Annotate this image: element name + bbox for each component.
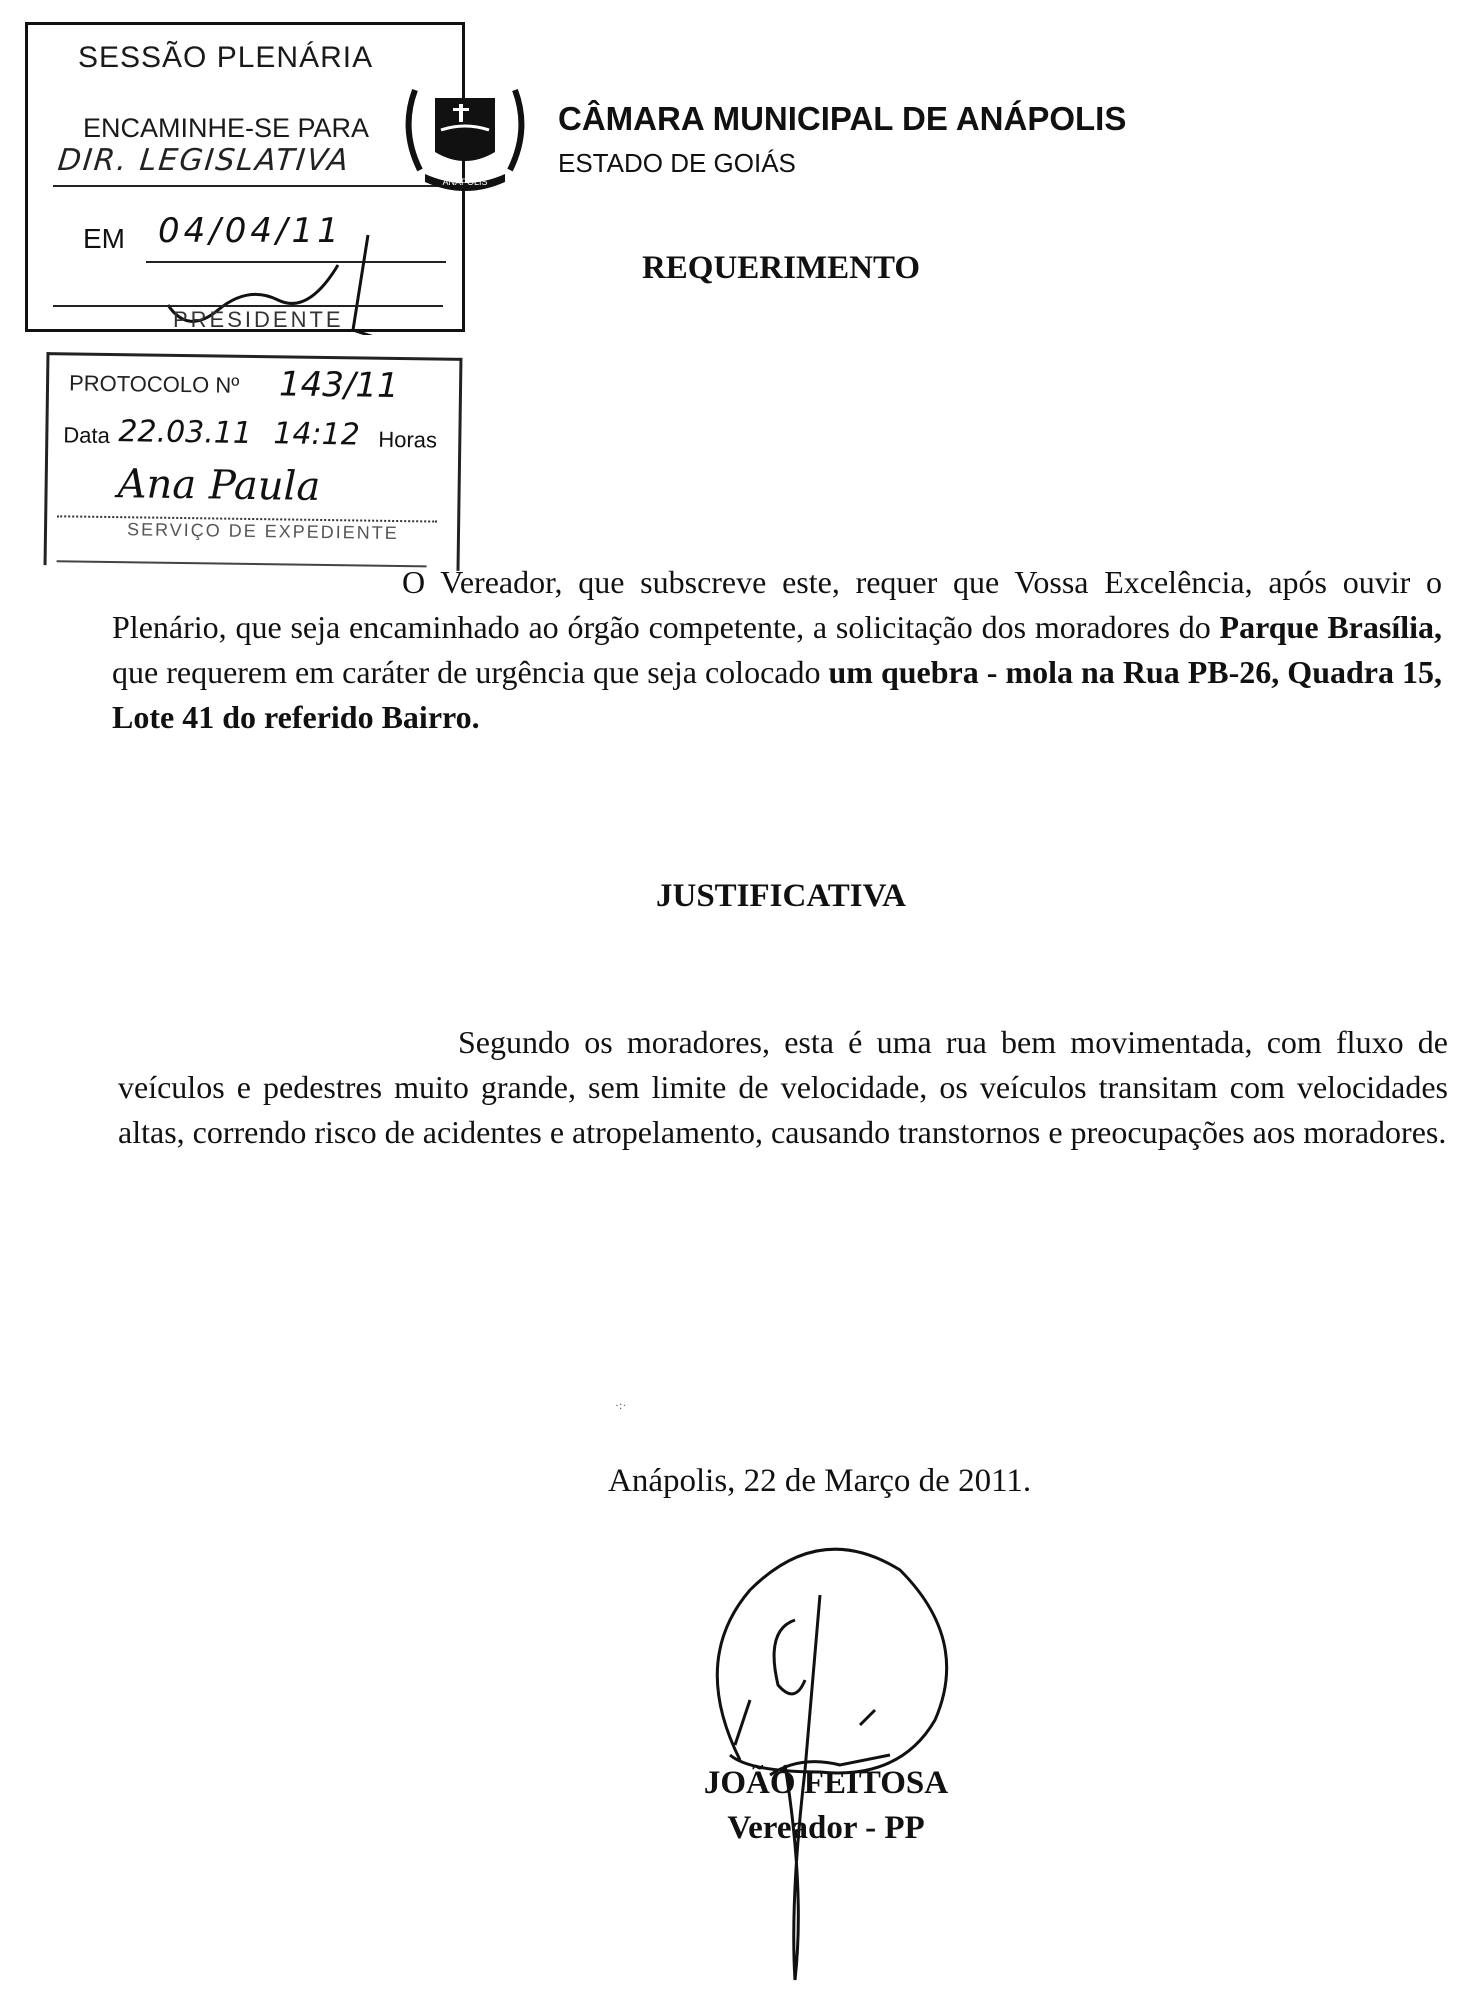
forward-destination-handwritten: DIR. LEGISLATIVA (56, 143, 352, 178)
signer-role: Vereador - PP (727, 1810, 925, 1846)
protocol-stamp (44, 352, 463, 571)
state-name: ESTADO DE GOIÁS (558, 148, 796, 178)
councilor-signature (670, 1510, 980, 1990)
justification-paragraph (118, 1020, 1448, 1155)
president-label: PRESIDENTE (173, 307, 344, 332)
signer-name: JOÃO FEITOSA (703, 1765, 949, 1801)
request-text: O Vereador, que subscreve este, requer que Vossa Excelência, após ouvir o Plenário, que seja encaminhado ao órgão competente, a solicitação dos moradores do (112, 564, 1442, 645)
scan-speck: ·:· (615, 1398, 627, 1412)
protocol-time-label: Horas (378, 426, 438, 453)
date-label: EM (83, 223, 125, 254)
justification-text: Segundo os moradores, esta é uma rua bem movimentada, com fluxo de veículos e pedestres muito grande, sem limite de velocidade, os veículos transitam com velocidades altas, correndo risco de acidentes e atropelamento, causando transtornos e preocupações aos moradores. (118, 1024, 1448, 1150)
institution-name: CÂMARA MUNICIPAL DE ANÁPOLIS (558, 100, 1127, 137)
service-label: SERVIÇO DE EXPEDIENTE (126, 519, 399, 544)
request-text: que requerem em caráter de urgência que seja colocado (112, 654, 829, 690)
protocol-date-handwritten: 22.03.11 (118, 414, 253, 451)
stamp-rule (53, 185, 443, 187)
protocol-number-handwritten: 143/11 (278, 364, 399, 407)
forward-label: ENCAMINHE-SE PARA (83, 113, 370, 143)
coat-of-arms-icon (395, 70, 535, 200)
protocol-date-label: Data (63, 422, 111, 448)
document-title-text: REQUERIMENTO (641, 250, 921, 286)
emblem-motto: ANÁPOLIS (442, 177, 488, 187)
clerk-signature: Ana Paula (117, 461, 321, 510)
dateline: Anápolis, 22 de Março de 2011. (608, 1463, 1032, 1499)
stamp-title: SESSÃO PLENÁRIA (78, 41, 374, 74)
neighborhood-name: Parque Brasília, (1219, 609, 1443, 645)
document-title (0, 250, 1472, 287)
request-paragraph (112, 560, 1442, 740)
justification-title: JUSTIFICATIVA (655, 878, 906, 914)
request-location: um quebra - mola na Rua PB-26, Quadra 15, Lote 41 do referido Bairro. (112, 654, 1443, 735)
protocol-label: PROTOCOLO Nº (68, 370, 240, 398)
date-handwritten: 04/04/11 (158, 211, 343, 251)
protocol-time-handwritten: 14:12 (273, 416, 361, 453)
